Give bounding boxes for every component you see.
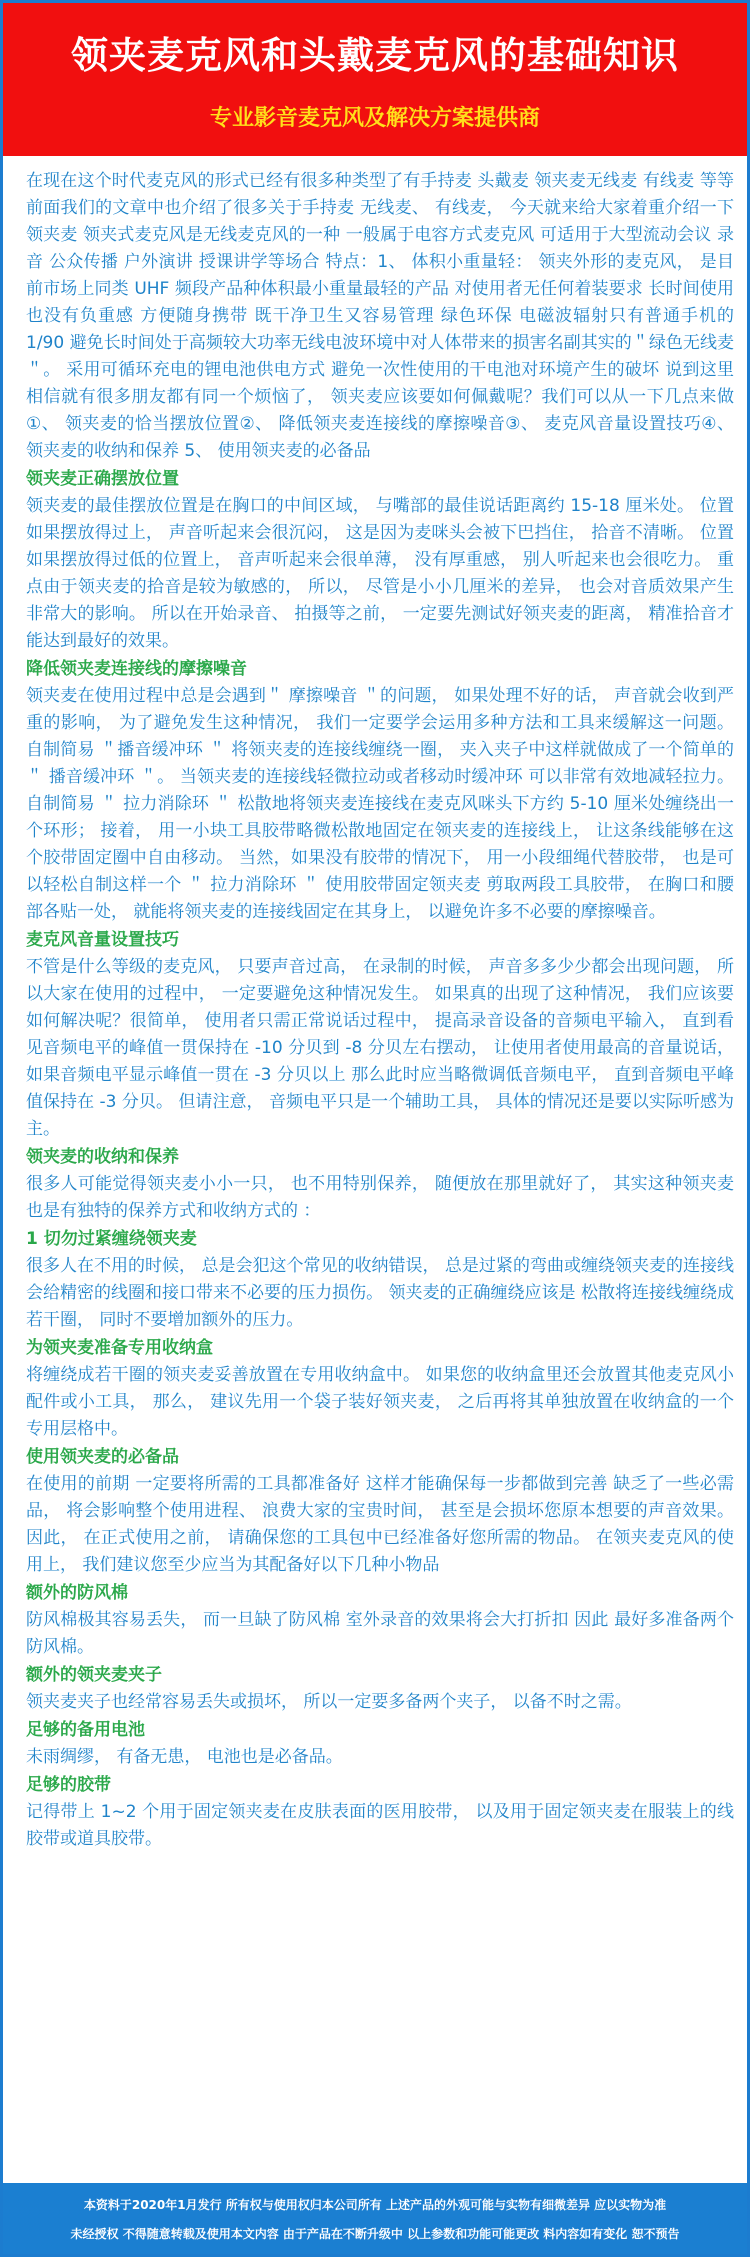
- section-body-friction-noise: 领夹麦在使用过程中总是会遇到＂ 摩擦噪音 ＂的问题， 如果处理不好的话， 声音就会收到严重的影响， 为了避免发生这种情况， 我们一定要学会运用多种方法和工具来缓解这一问题。 自制简易 ＂播音缓冲环 ＂ 将领夹麦的连接线缠绕一圈， 夹入夹子中这样就做成了一个简单的 ＂ 播音缓冲环 ＂。 当领夹麦的连接线轻微拉动或者移动时缓冲环 可以非常有效地减轻拉力。 自制简易 ＂ 拉力消除环 ＂ 松散地将领夹麦连接线在麦克风咪头下方约 5-10 厘米处缠绕出一个环形； 接着， 用一小块工具胶带略微松散地固定在领夹麦的连接线上， 让这条线能够在这个胶带固定圈中自由移动。 当然，如果没有胶带的情况下， 用一小段细绳代替胶带， 也是可以轻松自制这样一个 ＂ 拉力消除环 ＂ 使用胶带固定领夹麦 剪取两段工具胶带， 在胸口和腰部各贴一处， 就能将领夹麦的连接线固定在其身上， 以避免许多不必要的摩擦噪音。: [26, 686, 734, 922]
- section-body-placement: 领夹麦的最佳摆放位置是在胸口的中间区域， 与嘴部的最佳说话距离约 15-18 厘米处。 位置如果摆放得过上， 声音听起来会很沉闷， 这是因为麦咪头会被下巴挡住， 拾音不清晰。 位置如果摆放得过低的位置上， 音声听起来会很单薄， 没有厚重感， 别人听起来也会很吃力。 重点由于领夹麦的拾音是较为敏感的， 所以， 尽管是小小几厘米的差异， 也会对音质效果产生非常大的影响。 所以在开始录音、 拍摄等之前， 一定要先测试好领夹麦的距离， 精准拾音才能达到最好的效果。: [26, 496, 734, 651]
- section-heading-essentials: 使用领夹麦的必备品: [26, 1447, 179, 1467]
- section-heading-tape: 足够的胶带: [26, 1775, 111, 1795]
- section-body-windscreen: 防风棉极其容易丢失， 而一旦缺了防风棉 室外录音的效果将会大打折扣 因此 最好多准备两个防风棉。: [26, 1610, 734, 1657]
- section-body-essentials: 在使用的前期 一定要将所需的工具都准备好 这样才能确保每一步都做到完善 缺乏了一些必需品， 将会影响整个使用进程、 浪费大家的宝贵时间， 甚至是会损坏您原本想要的声音效果。 因此， 在正式使用之前， 请确保您的工具包中已经准备好您所需的物品。 在领夹麦克风的使用上， 我们建议您至少应当为其配备好以下几种小物品: [26, 1474, 734, 1575]
- footer-line-2: 未经授权 不得随意转载及使用本文内容 由于产品在不断升级中 以上参数和功能可能更改 料内容如有变化 恕不预告: [70, 2227, 680, 2241]
- section-body-batteries: 未雨绸缪， 有备无患， 电池也是必备品。: [26, 1747, 343, 1767]
- section-body-clips: 领夹麦夹子也经常容易丢失或损坏， 所以一定要多备两个夹子， 以备不时之需。: [26, 1692, 632, 1712]
- section-heading-volume: 麦克风音量设置技巧: [26, 930, 179, 950]
- section-heading-storage-box: 为领夹麦准备专用收纳盒: [26, 1338, 213, 1358]
- intro-paragraph: 在现在这个时代麦克风的形式已经有很多种类型了有手持麦 头戴麦 领夹麦无线麦 有线麦 等等前面我们的文章中也介绍了很多关于手持麦 无线麦、 有线麦， 今天就来给大家着重介绍一下领夹麦 领夹式麦克风是无线麦克风的一种 一般属于电容方式麦克风 可适用于大型流动会议 录音 公众传播 户外演讲 授课讲学等场合 特点：1、 体积小重量轻： 领夹外形的麦克风， 是目前市场上同类 UHF 频段产品种体积最小重量最轻的产品 对使用者无任何着装要求 长时间使用也没有负重感 方便随身携带 既干净卫生又容易管理 绿色环保 电磁波辐射只有普通手机的 1/90 避免长时间处于高频较大功率无线电波环境中对人体带来的损害名副其实的＂绿色无线麦＂。 采用可循环充电的锂电池供电方式 避免一次性使用的干电池对环境产生的破坏 说到这里 相信就有很多朋友都有同一个烦恼了， 领夹麦应该要如何佩戴呢？我们可以从一下几点来做①、 领夹麦的恰当摆放位置②、 降低领夹麦连接线的摩擦噪音③、 麦克风音量设置技巧④、 领夹麦的收纳和保养 5、 使用领夹麦的必备品: [26, 171, 734, 461]
- section-body-tape: 记得带上 1~2 个用于固定领夹麦在皮肤表面的医用胶带， 以及用于固定领夹麦在服装上的线胶带或道具胶带。: [26, 1802, 734, 1849]
- section-heading-no-tight-wrap: 1 切勿过紧缠绕领夹麦: [26, 1229, 197, 1249]
- section-body-storage-box: 将缠绕成若干圈的领夹麦妥善放置在专用收纳盒中。 如果您的收纳盒里还会放置其他麦克风小配件或小工具， 那么， 建议先用一个袋子装好领夹麦， 之后再将其单独放置在收纳盒的一个专用层格中。: [26, 1365, 734, 1439]
- section-heading-storage: 领夹麦的收纳和保养: [26, 1147, 179, 1167]
- footer-line-1: 本资料于2020年1月发行 所有权与使用权归本公司所有 上述产品的外观可能与实物有细微差异 应以实物为准: [83, 2198, 667, 2212]
- article-body: [26, 168, 734, 1854]
- section-heading-clips: 额外的领夹麦夹子: [26, 1665, 162, 1685]
- section-body-storage: 很多人可能觉得领夹麦小小一只， 也不用特别保养， 随便放在那里就好了， 其实这种领夹麦也是有独特的保养方式和收纳方式的 ：: [26, 1174, 734, 1221]
- header-banner: [3, 3, 747, 156]
- section-body-no-tight-wrap: 很多人在不用的时候， 总是会犯这个常见的收纳错误， 总是过紧的弯曲或缠绕领夹麦的连接线会给精密的线圈和接口带来不必要的压力损伤。 领夹麦的正确缠绕应该是 松散将连接线缠绕成若干圈， 同时不要增加额外的压力。: [26, 1256, 734, 1330]
- page-subtitle: 专业影音麦克风及解决方案提供商: [209, 106, 540, 131]
- footer-disclaimer: [3, 2183, 747, 2254]
- section-heading-friction-noise: 降低领夹麦连接线的摩擦噪音: [26, 659, 247, 679]
- section-heading-batteries: 足够的备用电池: [26, 1720, 145, 1740]
- section-heading-windscreen: 额外的防风棉: [26, 1583, 128, 1603]
- section-heading-placement: 领夹麦正确摆放位置: [26, 469, 179, 489]
- page-title: 领夹麦克风和头戴麦克风的基础知识: [71, 34, 679, 77]
- section-body-volume: 不管是什么等级的麦克风， 只要声音过高， 在录制的时候， 声音多多少少都会出现问题， 所以大家在使用的过程中， 一定要避免这种情况发生。 如果真的出现了这种情况， 我们应该要如何解决呢？很简单， 使用者只需正常说话过程中， 提高录音设备的音频电平输入， 直到看见音频电平的峰值一贯保持在 -10 分贝到 -8 分贝左右摆动， 让使用者使用最高的音量说话， 如果音频电平显示峰值一贯在 -3 分贝以上 那么此时应当略微调低音频电平， 直到音频电平峰值保持在 -3 分贝。 但请注意， 音频电平只是一个辅助工具， 具体的情况还是要以实际听感为主。: [26, 957, 734, 1139]
